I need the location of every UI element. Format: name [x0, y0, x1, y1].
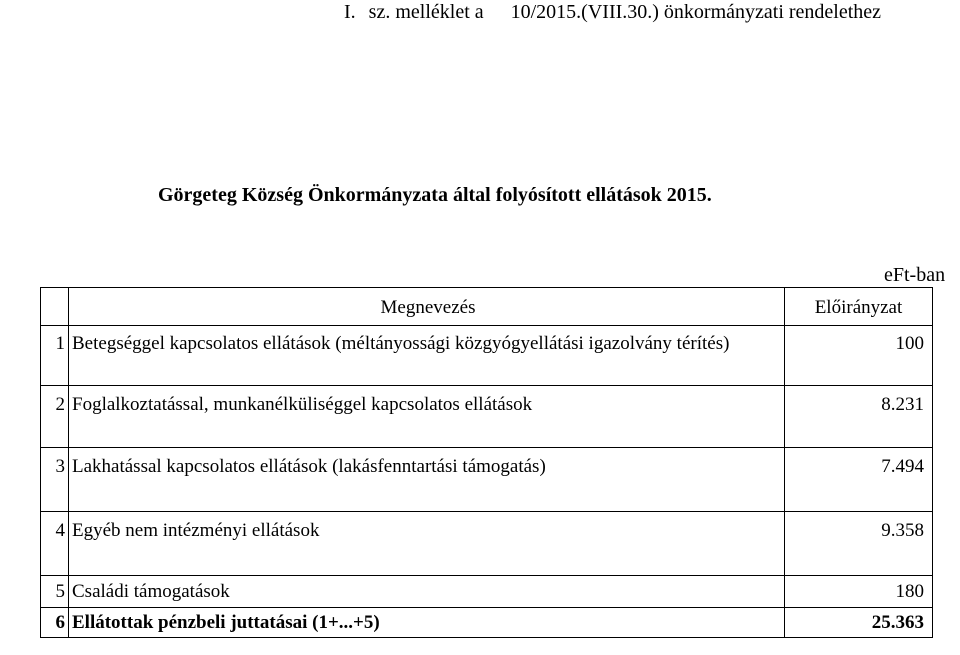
row-value-cell [785, 326, 933, 385]
table-header-row [41, 288, 933, 326]
annex-number: I. [344, 1, 356, 23]
header-name-cell: Megnevezés [69, 288, 785, 325]
row-value: 9.358 [785, 512, 933, 575]
table-row [41, 512, 933, 576]
row-name: Ellátottak pénzbeli juttatásai (1+...+5) [69, 608, 785, 637]
row-value: 7.494 [785, 448, 933, 511]
header-value-cell: Előirányzat [785, 288, 933, 325]
row-name: Lakhatással kapcsolatos ellátások (lakásfenntartási támogatás) [69, 448, 785, 511]
row-number: 4 [41, 512, 69, 575]
row-value: 100 [895, 333, 924, 354]
decree-reference: 10/2015.(VIII.30.) önkormányzati rendelethez [510, 1, 882, 23]
table-row [41, 576, 933, 608]
unit-label: eFt-ban [884, 264, 946, 286]
row-number: 1 [41, 326, 69, 385]
row-number: 3 [41, 448, 69, 511]
table-row [41, 326, 933, 386]
header-num-cell [41, 288, 69, 325]
row-value: 25.363 [785, 608, 933, 637]
row-number: 5 [41, 576, 69, 607]
row-value: 8.231 [785, 386, 933, 447]
document-title: Görgeteg Község Önkormányzata által folyósított ellátások 2015. [158, 184, 712, 206]
table-row [41, 386, 933, 448]
benefits-table [40, 287, 933, 638]
row-name: Családi támogatások [69, 576, 785, 607]
table-row [41, 448, 933, 512]
row-name: Betegséggel kapcsolatos ellátások (méltányossági közgyógyellátási igazolvány térítés) [69, 326, 785, 385]
row-value: 180 [785, 576, 933, 607]
row-number: 2 [41, 386, 69, 447]
annex-label: sz. melléklet a [368, 1, 484, 23]
row-name: Egyéb nem intézményi ellátások [69, 512, 785, 575]
annex-header [344, 0, 885, 24]
table-total-row [41, 608, 933, 638]
row-number: 6 [41, 608, 69, 637]
row-name: Foglalkoztatással, munkanélküliséggel kapcsolatos ellátások [69, 386, 785, 447]
